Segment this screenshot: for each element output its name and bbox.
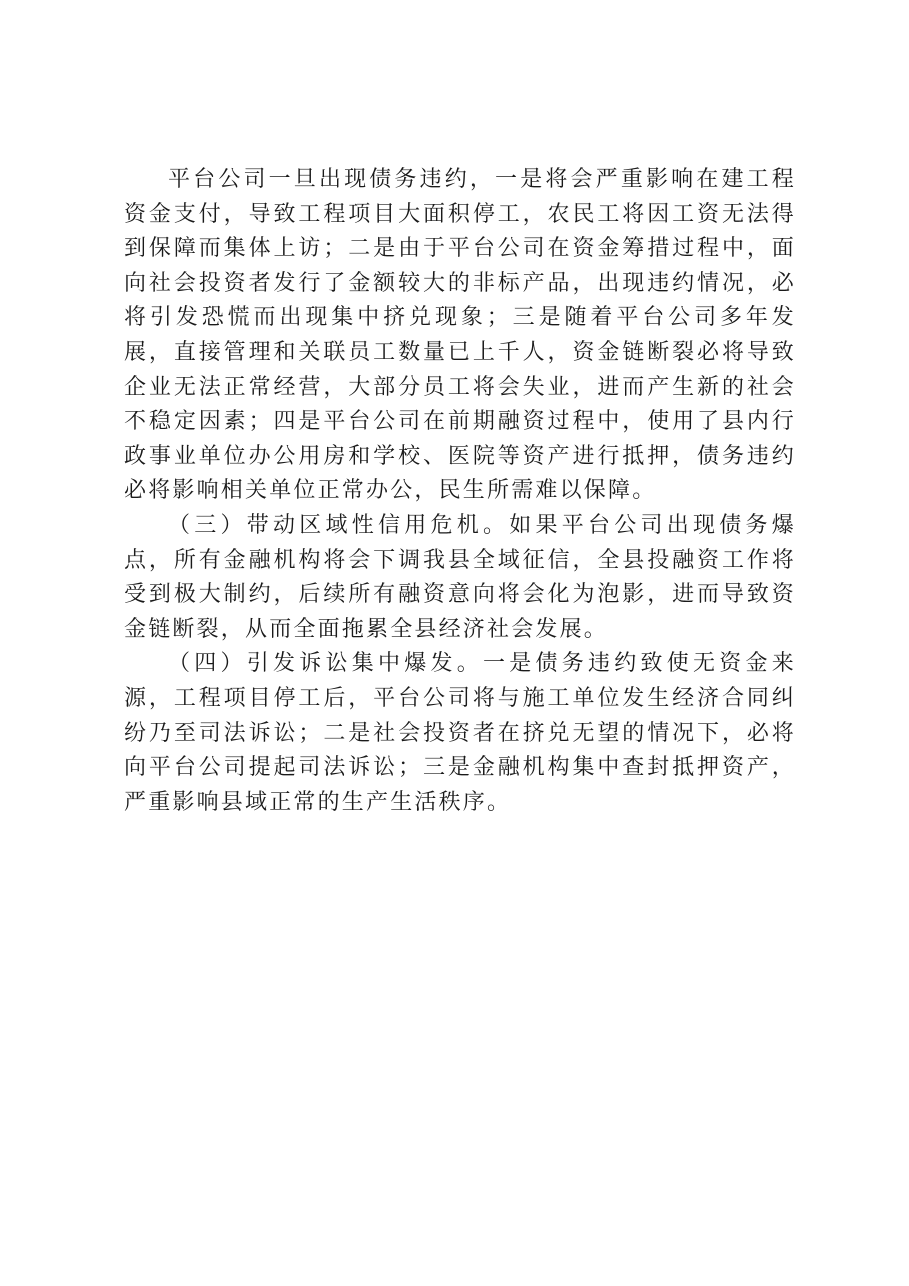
paragraph-regional-credit-crisis: （三）带动区域性信用危机。如果平台公司出现债务爆点，所有金融机构将会下调我县全域征信，全县投融资工作将受到极大制约，后续所有融资意向将会化为泡影，进而导致资金链断裂，从而全面拖累全县经济社会发展。 [124,512,796,642]
document-body [124,163,796,820]
paragraph-litigation-outbreak: （四）引发诉讼集中爆发。一是债务违约致使无资金来源，工程项目停工后，平台公司将与施工单位发生经济合同纠纷乃至司法诉讼；二是社会投资者在挤兑无望的情况下，必将向平台公司提起司法诉讼；三是金融机构集中查封抵押资产，严重影响县域正常的生产生活秩序。 [124,651,796,815]
paragraph-debt-default-impacts: 平台公司一旦出现债务违约，一是将会严重影响在建工程资金支付，导致工程项目大面积停工，农民工将因工资无法得到保障而集体上访；二是由于平台公司在资金筹措过程中，面向社会投资者发行了金额较大的非标产品，出现违约情况，必将引发恐慌而出现集中挤兑现象；三是随着平台公司多年发展，直接管理和关联员工数量已上千人，资金链断裂必将导致企业无法正常经营，大部分员工将会失业，进而产生新的社会不稳定因素；四是平台公司在前期融资过程中，使用了县内行政事业单位办公用房和学校、医院等资产进行抵押，债务违约必将影响相关单位正常办公，民生所需难以保障。 [124,167,796,504]
